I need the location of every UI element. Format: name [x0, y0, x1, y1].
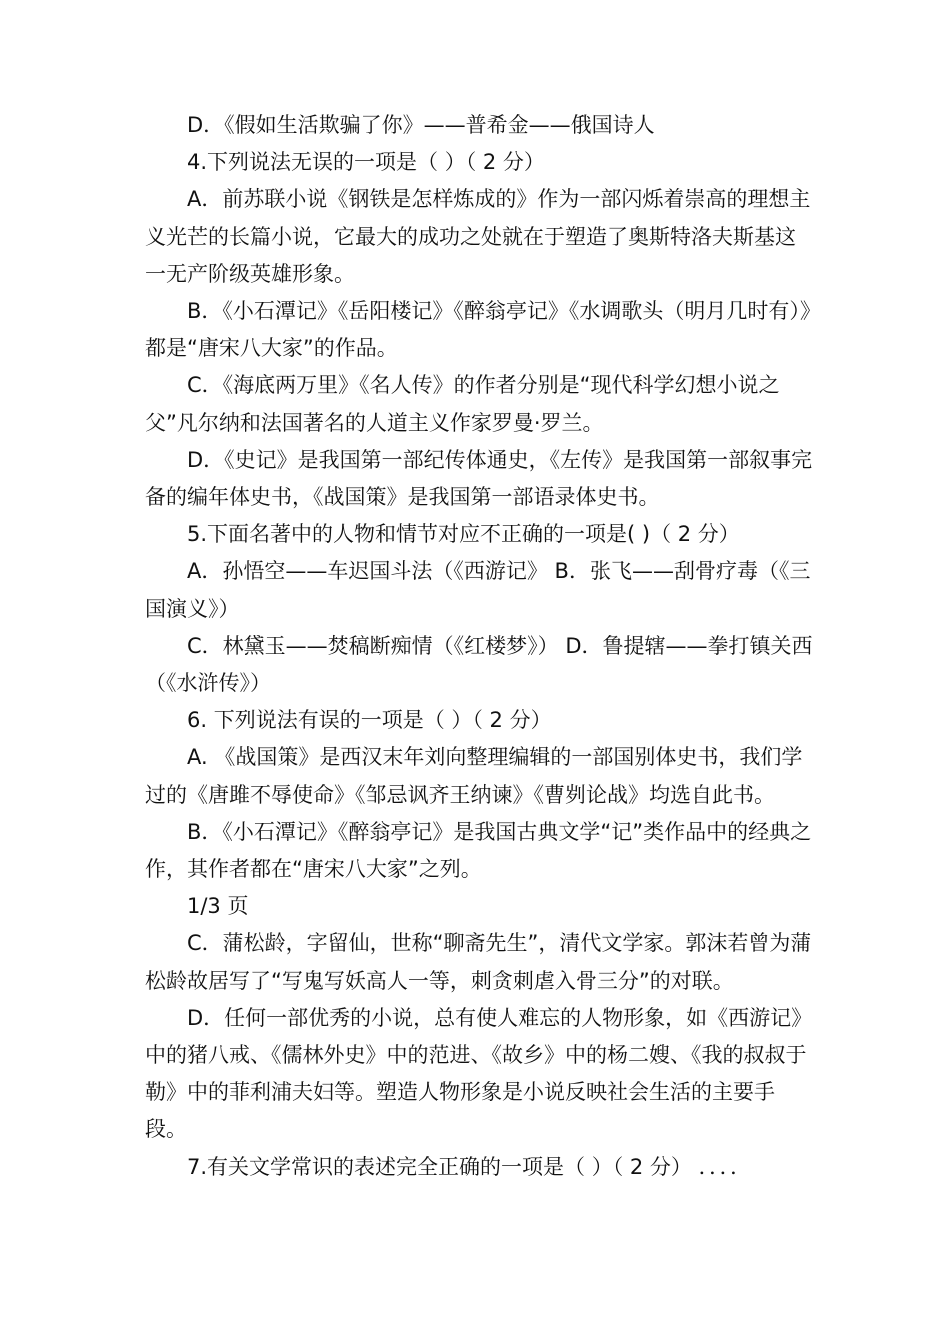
- paragraph: 4.下列说法无误的一项是（ ）（ 2 分）: [187, 150, 545, 175]
- paragraph: C．林黛玉——焚稿断痴情（《红楼梦》） D．鲁提辖——拳打镇关西（《水浒传》）: [145, 633, 813, 696]
- paragraph: 7.有关文学常识的表述完全正确的一项是（ ）（ 2 分） ．．．．: [187, 1154, 752, 1179]
- paragraph: 1/3 页: [187, 894, 249, 919]
- paragraph: D．《史记》是我国第一部纪传体通史，《左传》是我国第一部叙事完备的编年体史书，《战国策》是我国第一部语录体史书。: [145, 447, 813, 510]
- document-body: [145, 107, 815, 1186]
- paragraph: 6. 下列说法有误的一项是（ ）（ 2 分）: [187, 708, 552, 733]
- paragraph: A．前苏联小说《钢铁是怎样炼成的》作为一部闪烁着崇高的理想主义光芒的长篇小说，它最大的成功之处就在于塑造了奥斯特洛夫斯基这一无产阶级英雄形象。: [145, 187, 811, 286]
- paragraph: C．《海底两万里》《名人传》的作者分别是“现代科学幻想小说之父”凡尔纳和法国著名的人道主义作家罗曼·罗兰。: [145, 373, 780, 435]
- paragraph: D．任何一部优秀的小说，总有使人难忘的人物形象，如《西游记》中的猪八戒、《儒林外史》中的范进、《故乡》中的杨二嫂、《我的叔叔于勒》中的菲利浦夫妇等。塑造人物形象是小说反映社会生活的主要手段。: [145, 1005, 813, 1142]
- paragraph: 5.下面名著中的人物和情节对应不正确的一项是( )（ 2 分）: [187, 522, 740, 547]
- paragraph: D．《假如生活欺骗了你》——普希金——俄国诗人: [187, 113, 655, 137]
- paragraph: B．《小石潭记》《醉翁亭记》是我国古典文学“记”类作品中的经典之作，其作者都在“唐宋八大家”之列。: [145, 819, 812, 882]
- paragraph: A．孙悟空——车迟国斗法（《西游记》 B．张飞——刮骨疗毒（《三国演义》）: [145, 559, 811, 621]
- paragraph: A. 《战国策》是西汉末年刘向整理编辑的一部国别体史书，我们学过的《唐雎不辱使命》《邹忌讽齐王纳谏》《曹刿论战》均选自此书。: [145, 745, 803, 807]
- paragraph: B．《小石潭记》《岳阳楼记》《醉翁亭记》《水调歌头（明月几时有）》都是“唐宋八大家”的作品。: [145, 299, 811, 361]
- paragraph: C．蒲松龄，字留仙，世称“聊斋先生”，清代文学家。郭沫若曾为蒲松龄故居写了“写鬼写妖高人一等，刺贪刺虐入骨三分”的对联。: [145, 931, 812, 993]
